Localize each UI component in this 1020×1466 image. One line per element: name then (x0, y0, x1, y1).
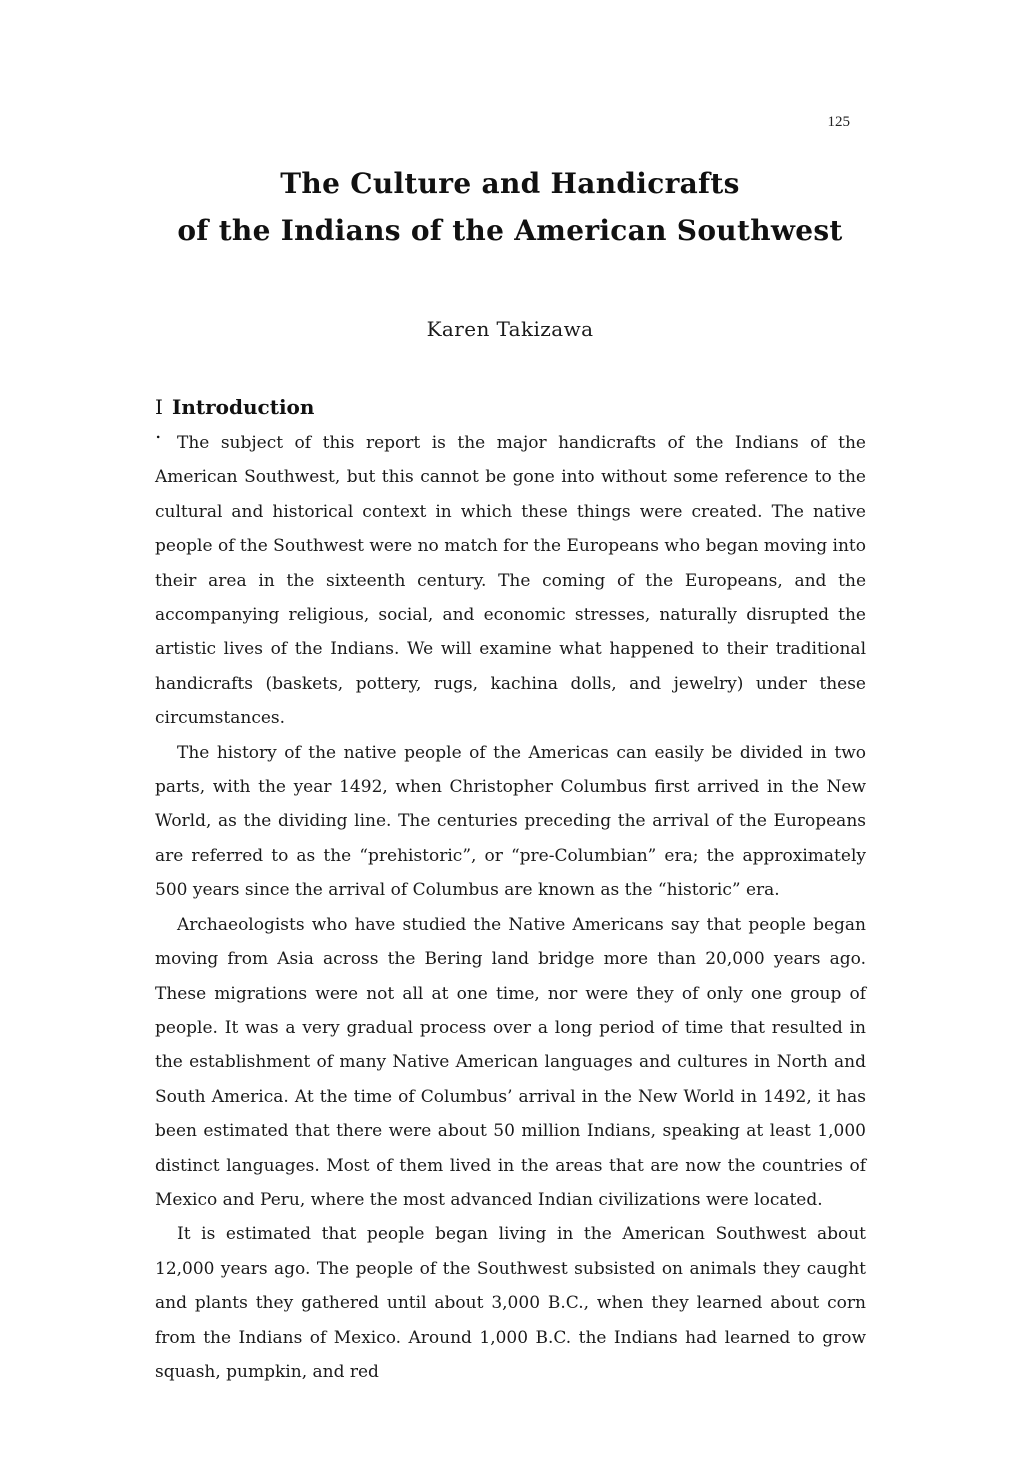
article-title (0, 160, 1020, 254)
paragraph: The subject of this report is the major handicrafts of the Indians of the American Southwest, but this cannot be gone into without some reference to the cultural and historical context in which these things were created. The native people of the Southwest were no match for the Europeans who began moving into their area in the sixteenth century. The coming of the Europeans, and the accompanying religious, social, and economic stresses, naturally disrupted the artistic lives of the Indians. We will examine what happened to their traditional handicrafts (baskets, pottery, rugs, kachina dolls, and jewelry) under these circumstances. (155, 433, 866, 729)
section-title: Introduction (172, 395, 315, 419)
section-number: I . (155, 395, 163, 443)
title-line-1: The Culture and Handicrafts (280, 167, 740, 200)
paragraph: It is estimated that people began living in the American Southwest about 12,000 years ago. The people of the Southwest subsisted on animals they caught and plants they gathered until about 3,000 B.C., when they learned about corn from the Indians of Mexico. Around 1,000 B.C. the Indians had learned to grow squash, pumpkin, and red (155, 1224, 866, 1382)
paragraph: The history of the native people of the Americas can easily be divided in two parts, with the year 1492, when Christopher Columbus first arrived in the New World, as the dividing line. The centuries preceding the arrival of the Europeans are referred to as the “prehistoric”, or “pre-Columbian” era; the approximately 500 years since the arrival of Columbus are known as the “historic” era. (155, 742, 866, 901)
title-line-2: of the Indians of the American Southwest (177, 214, 843, 247)
body-text (155, 426, 866, 1389)
author-name: Karen Takizawa (426, 317, 594, 341)
paragraph: Archaeologists who have studied the Native Americans say that people began moving from Asia across the Bering land bridge more than 20,000 years ago. These migrations were not all at one time, nor were they of only one group of people. It was a very gradual process over a long period of time that resulted in the establishment of many Native American languages and cultures in North and South America. At the time of Columbus’ arrival in the New World in 1492, it has been estimated that there were about 50 million Indians, speaking at least 1,000 distinct languages. Most of them lived in the areas that are now the countries of Mexico and Peru, where the most advanced Indian civilizations were located. (155, 914, 866, 1210)
page-number: 125 (827, 114, 850, 130)
